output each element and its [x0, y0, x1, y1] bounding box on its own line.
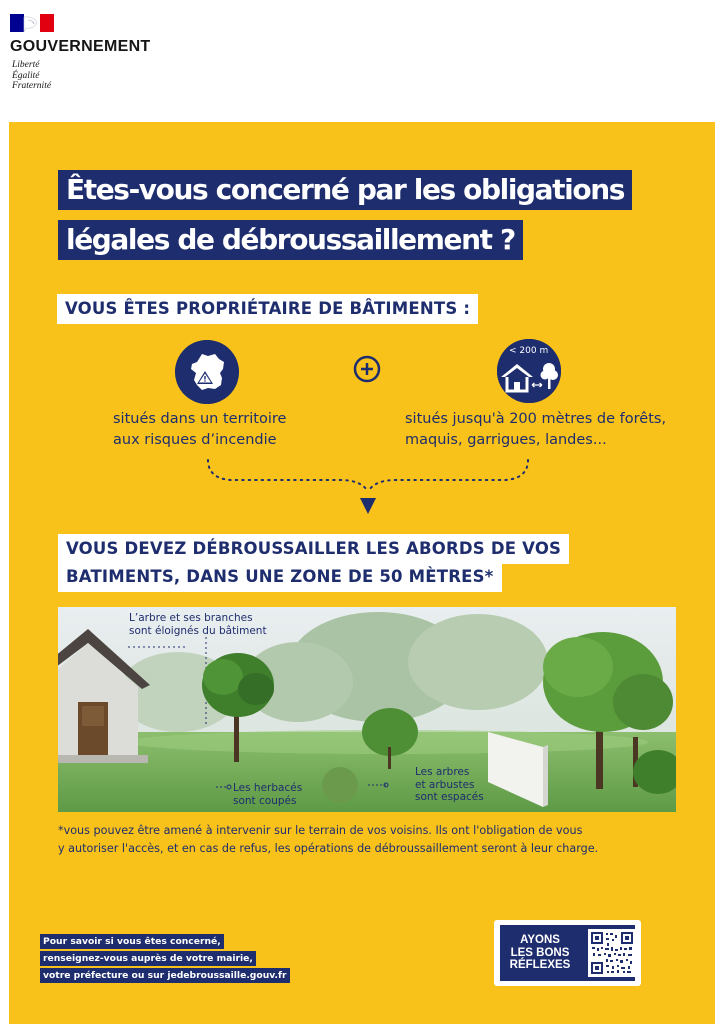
- label-tree: [129, 612, 267, 637]
- info-line2: renseignez-vous auprès de votre mairie,: [40, 951, 256, 966]
- house-distance-icon: [497, 339, 561, 403]
- label-grass: [233, 782, 302, 807]
- condition-right-line2: maquis, garrigues, landes...: [405, 432, 607, 448]
- garden-illustration: [58, 607, 676, 812]
- plus-icon: [353, 355, 381, 383]
- distance-label: < 200 m: [509, 346, 549, 356]
- badge-panel: [500, 925, 635, 981]
- section2-heading-line2: BATIMENTS, DANS UNE ZONE DE 50 MÈTRES*: [58, 562, 502, 592]
- footnote-line2: y autoriser l'accès, et en cas de refus, les opérations de débroussaillement seront à leur charge.: [58, 841, 599, 855]
- section1-heading: VOUS ÊTES PROPRIÉTAIRE DE BÂTIMENTS :: [57, 294, 478, 324]
- badge-line2: LES BONS: [510, 946, 570, 959]
- qr-code-icon[interactable]: [588, 929, 636, 977]
- badge-line3: RÉFLEXES: [509, 959, 571, 971]
- motto-egalite: Égalité: [12, 70, 40, 81]
- info-line1: Pour savoir si vous êtes concerné,: [40, 934, 224, 949]
- section2-heading-line1: VOUS DEVEZ DÉBROUSSAILLER LES ABORDS DE VOS: [58, 534, 569, 564]
- condition-left: [113, 409, 286, 451]
- badge-line1: AYONS: [520, 934, 560, 946]
- label-grass-line1: Les herbacés: [233, 782, 303, 794]
- badge-text: [508, 934, 572, 972]
- footnote: [58, 822, 598, 857]
- condition-right: [405, 409, 666, 451]
- footnote-line1: *vous pouvez être amené à intervenir sur le terrain de vos voisins. Ils ont l'obligation de vous: [58, 824, 583, 837]
- label-grass-line2: sont coupés: [233, 794, 297, 807]
- gov-title: GOUVERNEMENT: [10, 38, 151, 55]
- france-alert-icon: [175, 340, 239, 404]
- condition-right-line1: situés jusqu'à 200 mètres de forêts,: [405, 411, 667, 427]
- label-tree-line1: L’arbre et ses branches: [129, 612, 253, 624]
- info-line3[interactable]: votre préfecture ou sur jedebroussaille.gouv.fr: [40, 968, 290, 983]
- dotted-connector-arrow-icon: [200, 458, 535, 518]
- motto-liberte: Liberté: [12, 60, 40, 70]
- marianne-logo-icon: [10, 14, 54, 32]
- title-line-1: Êtes-vous concerné par les obligations: [58, 170, 632, 210]
- label-shrubs-line1: Les arbres: [415, 766, 470, 778]
- motto-fraternite: Fraternité: [12, 81, 52, 91]
- label-shrubs-line2: et arbustes: [415, 778, 475, 791]
- reflexes-badge: [494, 920, 641, 986]
- garden-scene-image: [58, 607, 676, 812]
- label-shrubs: [415, 766, 484, 804]
- condition-left-line2: aux risques d’incendie: [113, 432, 277, 448]
- condition-left-line1: situés dans un territoire: [113, 411, 287, 427]
- title-line-2: légales de débroussaillement ?: [58, 220, 523, 260]
- motto: [12, 60, 51, 92]
- label-shrubs-line3: sont espacés: [415, 791, 484, 803]
- label-tree-line2: sont éloignés du bâtiment: [129, 624, 267, 637]
